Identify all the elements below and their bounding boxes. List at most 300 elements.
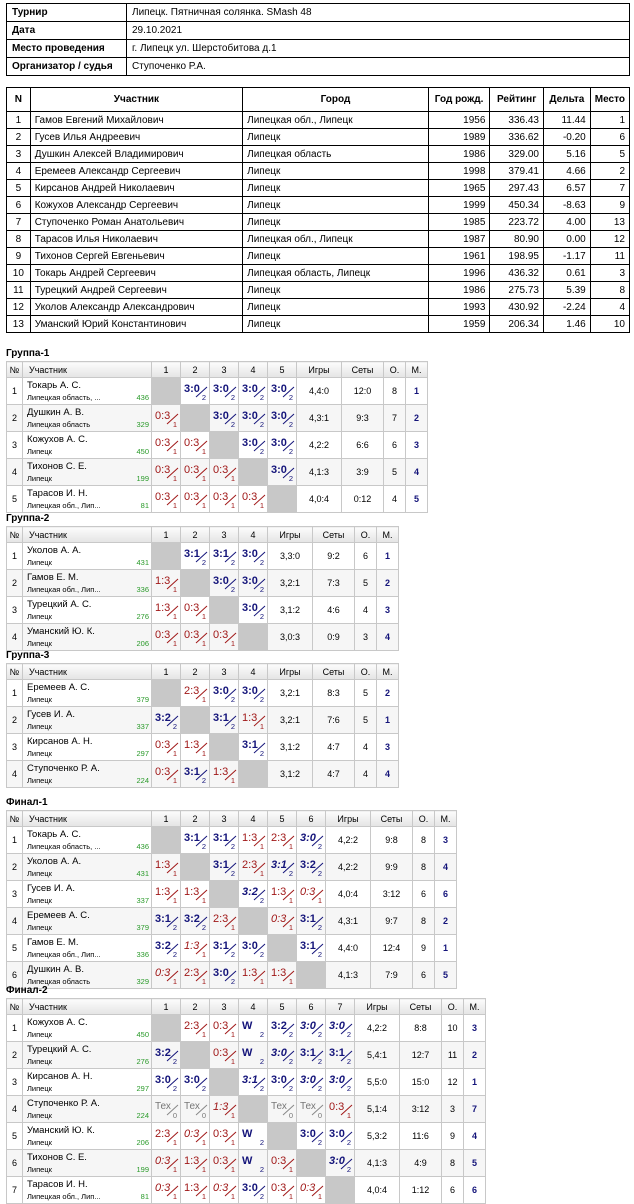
- player-games: 3,3:0: [268, 543, 313, 570]
- match-result-cell[interactable]: [268, 1015, 297, 1042]
- group-header-col: 3: [210, 664, 239, 680]
- group-header-col: 4: [239, 811, 268, 827]
- match-points: 1: [230, 1192, 235, 1201]
- match-score: Тех: [184, 1101, 200, 1112]
- group-header-col: 2: [181, 527, 210, 543]
- group-header-col: 1: [152, 999, 181, 1015]
- participant-cell: Липецк: [243, 214, 429, 231]
- group-row-no: 1: [7, 378, 23, 405]
- participant-cell: 6.57: [543, 180, 590, 197]
- player-games: 4,2:2: [297, 432, 342, 459]
- group-row-no: 1: [7, 1015, 23, 1042]
- match-result-cell[interactable]: [181, 543, 210, 570]
- match-result-cell[interactable]: [181, 1069, 210, 1096]
- participant-cell: 1993: [428, 299, 490, 316]
- participant-row: [7, 197, 630, 214]
- match-result-cell[interactable]: [297, 854, 326, 881]
- match-points: 2: [288, 447, 293, 456]
- player-cell: [23, 378, 152, 405]
- diagonal-cell: [239, 908, 268, 935]
- match-result-cell[interactable]: [268, 1150, 297, 1177]
- player-city: Липецк: [27, 695, 52, 704]
- participant-cell: 275.73: [490, 282, 544, 299]
- match-result-cell[interactable]: [297, 1123, 326, 1150]
- player-games: 4,0:4: [355, 1177, 400, 1204]
- match-result-cell[interactable]: [152, 1150, 181, 1177]
- match-score: 3:0: [242, 1182, 258, 1194]
- group-row-no: 6: [7, 962, 23, 989]
- match-score: 1:3: [271, 886, 287, 898]
- group-row: [7, 1042, 486, 1069]
- match-result-cell[interactable]: [326, 1123, 355, 1150]
- match-result-cell[interactable]: [297, 908, 326, 935]
- player-sets: 9:8: [371, 827, 413, 854]
- participant-cell: 379.41: [490, 163, 544, 180]
- group-row-no: 2: [7, 1042, 23, 1069]
- player-rating: 297: [136, 1084, 149, 1093]
- match-result-cell[interactable]: [239, 1042, 268, 1069]
- match-result-cell[interactable]: [181, 624, 210, 651]
- player-points: 4: [384, 486, 406, 513]
- match-result-cell[interactable]: [210, 854, 239, 881]
- info-row: [7, 22, 630, 40]
- participants-header-cell: Город: [243, 88, 429, 112]
- match-result-cell[interactable]: [181, 1177, 210, 1204]
- match-result-cell[interactable]: [181, 459, 210, 486]
- match-result-cell[interactable]: [210, 459, 239, 486]
- match-result-cell[interactable]: [210, 624, 239, 651]
- match-result-cell[interactable]: [239, 405, 268, 432]
- participant-cell: 7: [7, 214, 31, 231]
- match-result-cell[interactable]: [181, 935, 210, 962]
- participants-header-cell: Дельта: [543, 88, 590, 112]
- match-points: 2: [230, 695, 235, 704]
- match-points: 2: [259, 447, 264, 456]
- match-points: 2: [201, 393, 206, 402]
- player-points: 5: [355, 707, 377, 734]
- match-points: 1: [230, 501, 235, 510]
- player-sets: 15:0: [400, 1069, 442, 1096]
- match-score: 3:1: [184, 766, 200, 778]
- match-result-cell[interactable]: [181, 761, 210, 788]
- match-points: 2: [346, 1057, 351, 1066]
- player-cell: [23, 935, 152, 962]
- match-result-cell[interactable]: [181, 432, 210, 459]
- participant-cell: 2: [590, 163, 629, 180]
- match-points: 1: [201, 1138, 206, 1147]
- diagonal-cell: [297, 962, 326, 989]
- participant-row: [7, 248, 630, 265]
- group-row: [7, 707, 399, 734]
- player-rating: 81: [140, 1192, 149, 1201]
- group-header-no: №: [7, 811, 23, 827]
- match-result-cell[interactable]: [152, 707, 181, 734]
- match-result-cell[interactable]: [268, 1069, 297, 1096]
- diagonal-cell: [210, 1069, 239, 1096]
- match-score: 0:3: [213, 1182, 229, 1194]
- match-points: 1: [172, 639, 177, 648]
- match-result-cell[interactable]: [181, 378, 210, 405]
- match-result-cell[interactable]: [152, 1096, 181, 1123]
- match-score: 0:3: [155, 1182, 171, 1194]
- match-result-cell[interactable]: [239, 597, 268, 624]
- match-result-cell[interactable]: [239, 935, 268, 962]
- player-rating: 450: [136, 1030, 149, 1039]
- match-result-cell[interactable]: [152, 935, 181, 962]
- match-score: 3:0: [329, 1128, 345, 1140]
- match-result-cell[interactable]: [181, 1096, 210, 1123]
- match-result-cell[interactable]: [297, 827, 326, 854]
- match-result-cell[interactable]: [326, 1042, 355, 1069]
- player-cell: [23, 597, 152, 624]
- player-points: 11: [442, 1042, 464, 1069]
- match-points: 2: [288, 869, 293, 878]
- player-city: Липецк: [27, 869, 52, 878]
- match-result-cell[interactable]: [181, 680, 210, 707]
- player-games: 5,3:2: [355, 1123, 400, 1150]
- player-rating: 379: [136, 695, 149, 704]
- match-result-cell[interactable]: [239, 734, 268, 761]
- match-result-cell[interactable]: [239, 680, 268, 707]
- match-result-cell[interactable]: [239, 432, 268, 459]
- match-result-cell[interactable]: [181, 1015, 210, 1042]
- group-header-o: О.: [413, 811, 435, 827]
- match-result-cell[interactable]: [268, 1177, 297, 1204]
- match-score: 3:0: [329, 1074, 345, 1086]
- match-points: 1: [172, 776, 177, 785]
- match-score: 1:3: [271, 967, 287, 979]
- match-result-cell[interactable]: [326, 1150, 355, 1177]
- match-result-cell[interactable]: [239, 1015, 268, 1042]
- player-name: Тарасов И. Н.: [27, 488, 88, 499]
- match-score: 1:3: [184, 1155, 200, 1167]
- match-result-cell[interactable]: [239, 570, 268, 597]
- match-points: 2: [230, 393, 235, 402]
- match-result-cell[interactable]: [268, 378, 297, 405]
- player-city: Липецкая область, ...: [27, 842, 101, 851]
- group-title: Группа-1: [6, 348, 50, 359]
- match-result-cell[interactable]: [239, 1150, 268, 1177]
- player-place: 1: [406, 378, 428, 405]
- match-result-cell[interactable]: [239, 378, 268, 405]
- match-result-cell[interactable]: [181, 597, 210, 624]
- match-result-cell[interactable]: [239, 543, 268, 570]
- diagonal-cell: [210, 432, 239, 459]
- match-result-cell[interactable]: [152, 459, 181, 486]
- match-result-cell[interactable]: [152, 881, 181, 908]
- match-result-cell[interactable]: [210, 707, 239, 734]
- player-cell: [23, 432, 152, 459]
- match-result-cell[interactable]: [210, 378, 239, 405]
- match-score: 3:1: [213, 940, 229, 952]
- match-result-cell[interactable]: [181, 1123, 210, 1150]
- player-games: 4,0:4: [326, 881, 371, 908]
- match-result-cell[interactable]: [297, 1069, 326, 1096]
- player-games: 3,1:2: [268, 734, 313, 761]
- group-row-no: 2: [7, 570, 23, 597]
- match-result-cell[interactable]: [268, 962, 297, 989]
- participant-cell: 0.00: [543, 231, 590, 248]
- participant-row: [7, 163, 630, 180]
- diagonal-cell: [268, 486, 297, 513]
- match-result-cell[interactable]: [297, 1177, 326, 1204]
- match-result-cell[interactable]: [210, 1150, 239, 1177]
- match-result-cell[interactable]: [181, 486, 210, 513]
- player-city: Липецк: [27, 923, 52, 932]
- match-score: 3:1: [213, 712, 229, 724]
- match-result-cell[interactable]: [210, 908, 239, 935]
- match-result-cell[interactable]: [297, 1015, 326, 1042]
- diagonal-cell: [326, 1177, 355, 1204]
- player-points: 6: [355, 543, 377, 570]
- player-rating: 206: [136, 639, 149, 648]
- player-rating: 337: [136, 722, 149, 731]
- match-score: W: [242, 1128, 253, 1140]
- player-name: Тихонов С. Е.: [27, 1152, 87, 1163]
- player-place: 4: [435, 854, 457, 881]
- match-result-cell[interactable]: [297, 1042, 326, 1069]
- player-name: Еремеев А. С.: [27, 910, 90, 921]
- group-row-no: 1: [7, 543, 23, 570]
- player-city: Липецк: [27, 749, 52, 758]
- match-score: 3:0: [300, 1128, 316, 1140]
- match-points: 2: [230, 722, 235, 731]
- match-result-cell[interactable]: [239, 827, 268, 854]
- diagonal-cell: [268, 935, 297, 962]
- match-points: 1: [288, 977, 293, 986]
- player-games: 4,2:2: [326, 827, 371, 854]
- match-points: 0: [201, 1111, 206, 1120]
- match-result-cell[interactable]: [239, 1069, 268, 1096]
- match-result-cell[interactable]: [210, 405, 239, 432]
- match-score: 0:3: [271, 1155, 287, 1167]
- player-place: 6: [464, 1177, 486, 1204]
- match-result-cell[interactable]: [152, 570, 181, 597]
- info-value: 29.10.2021: [127, 22, 630, 40]
- participant-cell: 12: [7, 299, 31, 316]
- participant-cell: 1: [590, 112, 629, 129]
- group-row: [7, 570, 399, 597]
- match-result-cell[interactable]: [268, 1042, 297, 1069]
- group-row-no: 3: [7, 734, 23, 761]
- match-result-cell[interactable]: [152, 1177, 181, 1204]
- player-place: 3: [435, 827, 457, 854]
- group-row-no: 2: [7, 854, 23, 881]
- match-result-cell[interactable]: [152, 962, 181, 989]
- match-result-cell[interactable]: [268, 1096, 297, 1123]
- participant-cell: Токарь Андрей Сергеевич: [30, 265, 242, 282]
- group-title: Группа-3: [6, 650, 50, 661]
- match-result-cell[interactable]: [152, 908, 181, 935]
- participant-cell: -2.24: [543, 299, 590, 316]
- player-name: Турецкий А. С.: [27, 1044, 92, 1055]
- match-score: 3:0: [213, 575, 229, 587]
- group-header-no: №: [7, 362, 23, 378]
- match-score: 3:1: [300, 1047, 316, 1059]
- match-result-cell[interactable]: [152, 1042, 181, 1069]
- match-result-cell[interactable]: [152, 1069, 181, 1096]
- player-points: 9: [413, 935, 435, 962]
- player-name: Кожухов А. С.: [27, 434, 88, 445]
- match-score: 3:0: [271, 383, 287, 395]
- group-header-col: 2: [181, 664, 210, 680]
- diagonal-cell: [297, 1150, 326, 1177]
- match-result-cell[interactable]: [326, 1096, 355, 1123]
- group-table: [6, 663, 399, 788]
- match-result-cell[interactable]: [239, 707, 268, 734]
- match-result-cell[interactable]: [239, 881, 268, 908]
- participant-row: [7, 112, 630, 129]
- match-score: 0:3: [271, 1182, 287, 1194]
- match-result-cell[interactable]: [152, 405, 181, 432]
- match-points: 1: [201, 896, 206, 905]
- match-score: 3:0: [184, 383, 200, 395]
- match-result-cell[interactable]: [152, 624, 181, 651]
- participant-cell: 13: [590, 214, 629, 231]
- match-result-cell[interactable]: [181, 962, 210, 989]
- match-result-cell[interactable]: [239, 1177, 268, 1204]
- match-score: 0:3: [155, 739, 171, 751]
- participant-cell: Тихонов Сергей Евгеньевич: [30, 248, 242, 265]
- player-place: 3: [377, 597, 399, 624]
- player-place: 1: [464, 1069, 486, 1096]
- group-row-no: 4: [7, 761, 23, 788]
- match-score: 3:0: [271, 410, 287, 422]
- match-result-cell[interactable]: [210, 962, 239, 989]
- match-result-cell[interactable]: [239, 486, 268, 513]
- match-result-cell[interactable]: [268, 405, 297, 432]
- match-result-cell[interactable]: [210, 1123, 239, 1150]
- match-result-cell[interactable]: [239, 962, 268, 989]
- participant-cell: 80.90: [490, 231, 544, 248]
- player-points: 5: [355, 680, 377, 707]
- player-name: Ступоченко Р. А.: [27, 763, 100, 774]
- match-score: 3:0: [329, 1020, 345, 1032]
- player-name: Уколов А. А.: [27, 545, 82, 556]
- match-score: 3:1: [213, 859, 229, 871]
- group-row-no: 3: [7, 597, 23, 624]
- match-result-cell[interactable]: [181, 734, 210, 761]
- group-table: [6, 361, 428, 513]
- match-result-cell[interactable]: [268, 827, 297, 854]
- group-header-m: М.: [435, 811, 457, 827]
- match-result-cell[interactable]: [239, 1123, 268, 1150]
- player-games: 4,0:4: [297, 486, 342, 513]
- match-result-cell[interactable]: [210, 570, 239, 597]
- participant-cell: 5.16: [543, 146, 590, 163]
- info-value: Липецк. Пятничная солянка. SMash 48: [127, 4, 630, 22]
- match-result-cell[interactable]: [297, 1096, 326, 1123]
- player-rating: 276: [136, 1057, 149, 1066]
- participant-cell: Ступоченко Роман Анатольевич: [30, 214, 242, 231]
- match-score: 0:3: [155, 766, 171, 778]
- player-games: 3,1:2: [268, 761, 313, 788]
- player-rating: 276: [136, 612, 149, 621]
- match-result-cell[interactable]: [152, 761, 181, 788]
- match-result-cell[interactable]: [210, 1177, 239, 1204]
- participant-cell: Уманский Юрий Константинович: [30, 316, 242, 333]
- match-result-cell[interactable]: [152, 734, 181, 761]
- match-score: 2:3: [213, 913, 229, 925]
- player-cell: [23, 827, 152, 854]
- match-score: 0:3: [213, 1128, 229, 1140]
- match-result-cell[interactable]: [326, 1069, 355, 1096]
- participants-header-cell: Рейтинг: [490, 88, 544, 112]
- match-result-cell[interactable]: [297, 881, 326, 908]
- match-points: 2: [230, 420, 235, 429]
- match-result-cell[interactable]: [268, 881, 297, 908]
- participant-cell: 297.43: [490, 180, 544, 197]
- player-name: Турецкий А. С.: [27, 599, 92, 610]
- group-header-name: Участник: [23, 527, 152, 543]
- diagonal-cell: [210, 597, 239, 624]
- match-result-cell[interactable]: [326, 1015, 355, 1042]
- match-result-cell[interactable]: [210, 1042, 239, 1069]
- participant-cell: 1999: [428, 197, 490, 214]
- group-header-row: [7, 811, 457, 827]
- match-result-cell[interactable]: [210, 1096, 239, 1123]
- match-result-cell[interactable]: [268, 459, 297, 486]
- match-result-cell[interactable]: [152, 1123, 181, 1150]
- match-result-cell[interactable]: [210, 486, 239, 513]
- match-result-cell[interactable]: [239, 854, 268, 881]
- match-result-cell[interactable]: [181, 1150, 210, 1177]
- match-result-cell[interactable]: [268, 854, 297, 881]
- participant-cell: Турецкий Андрей Сергеевич: [30, 282, 242, 299]
- match-result-cell[interactable]: [210, 827, 239, 854]
- match-points: 2: [317, 923, 322, 932]
- match-result-cell[interactable]: [210, 543, 239, 570]
- match-points: 1: [201, 639, 206, 648]
- match-result-cell[interactable]: [181, 827, 210, 854]
- match-points: 1: [201, 1030, 206, 1039]
- match-score: 3:0: [271, 464, 287, 476]
- player-cell: [23, 486, 152, 513]
- match-score: 1:3: [155, 886, 171, 898]
- match-score: 0:3: [213, 629, 229, 641]
- player-name: Гусев И. А.: [27, 709, 75, 720]
- match-points: 1: [172, 420, 177, 429]
- participant-cell: -1.17: [543, 248, 590, 265]
- match-points: 2: [230, 585, 235, 594]
- participant-cell: Липецк: [243, 129, 429, 146]
- player-cell: [23, 1123, 152, 1150]
- match-result-cell[interactable]: [268, 432, 297, 459]
- match-result-cell[interactable]: [268, 908, 297, 935]
- match-result-cell[interactable]: [181, 908, 210, 935]
- match-result-cell[interactable]: [210, 935, 239, 962]
- player-name: Кожухов А. С.: [27, 1017, 88, 1028]
- match-result-cell[interactable]: [297, 935, 326, 962]
- match-result-cell[interactable]: [210, 680, 239, 707]
- player-city: Липецк: [27, 776, 52, 785]
- participant-cell: 430.92: [490, 299, 544, 316]
- match-result-cell[interactable]: [152, 486, 181, 513]
- participant-cell: 1986: [428, 282, 490, 299]
- match-result-cell[interactable]: [210, 761, 239, 788]
- match-result-cell[interactable]: [181, 881, 210, 908]
- player-games: 4,1:3: [355, 1150, 400, 1177]
- match-result-cell[interactable]: [152, 432, 181, 459]
- match-points: 2: [259, 896, 264, 905]
- match-result-cell[interactable]: [152, 597, 181, 624]
- match-points: 1: [230, 1165, 235, 1174]
- participants-header-cell: N: [7, 88, 31, 112]
- match-points: 2: [317, 842, 322, 851]
- match-result-cell[interactable]: [210, 1015, 239, 1042]
- match-result-cell[interactable]: [152, 854, 181, 881]
- participant-cell: Липецкая область: [243, 146, 429, 163]
